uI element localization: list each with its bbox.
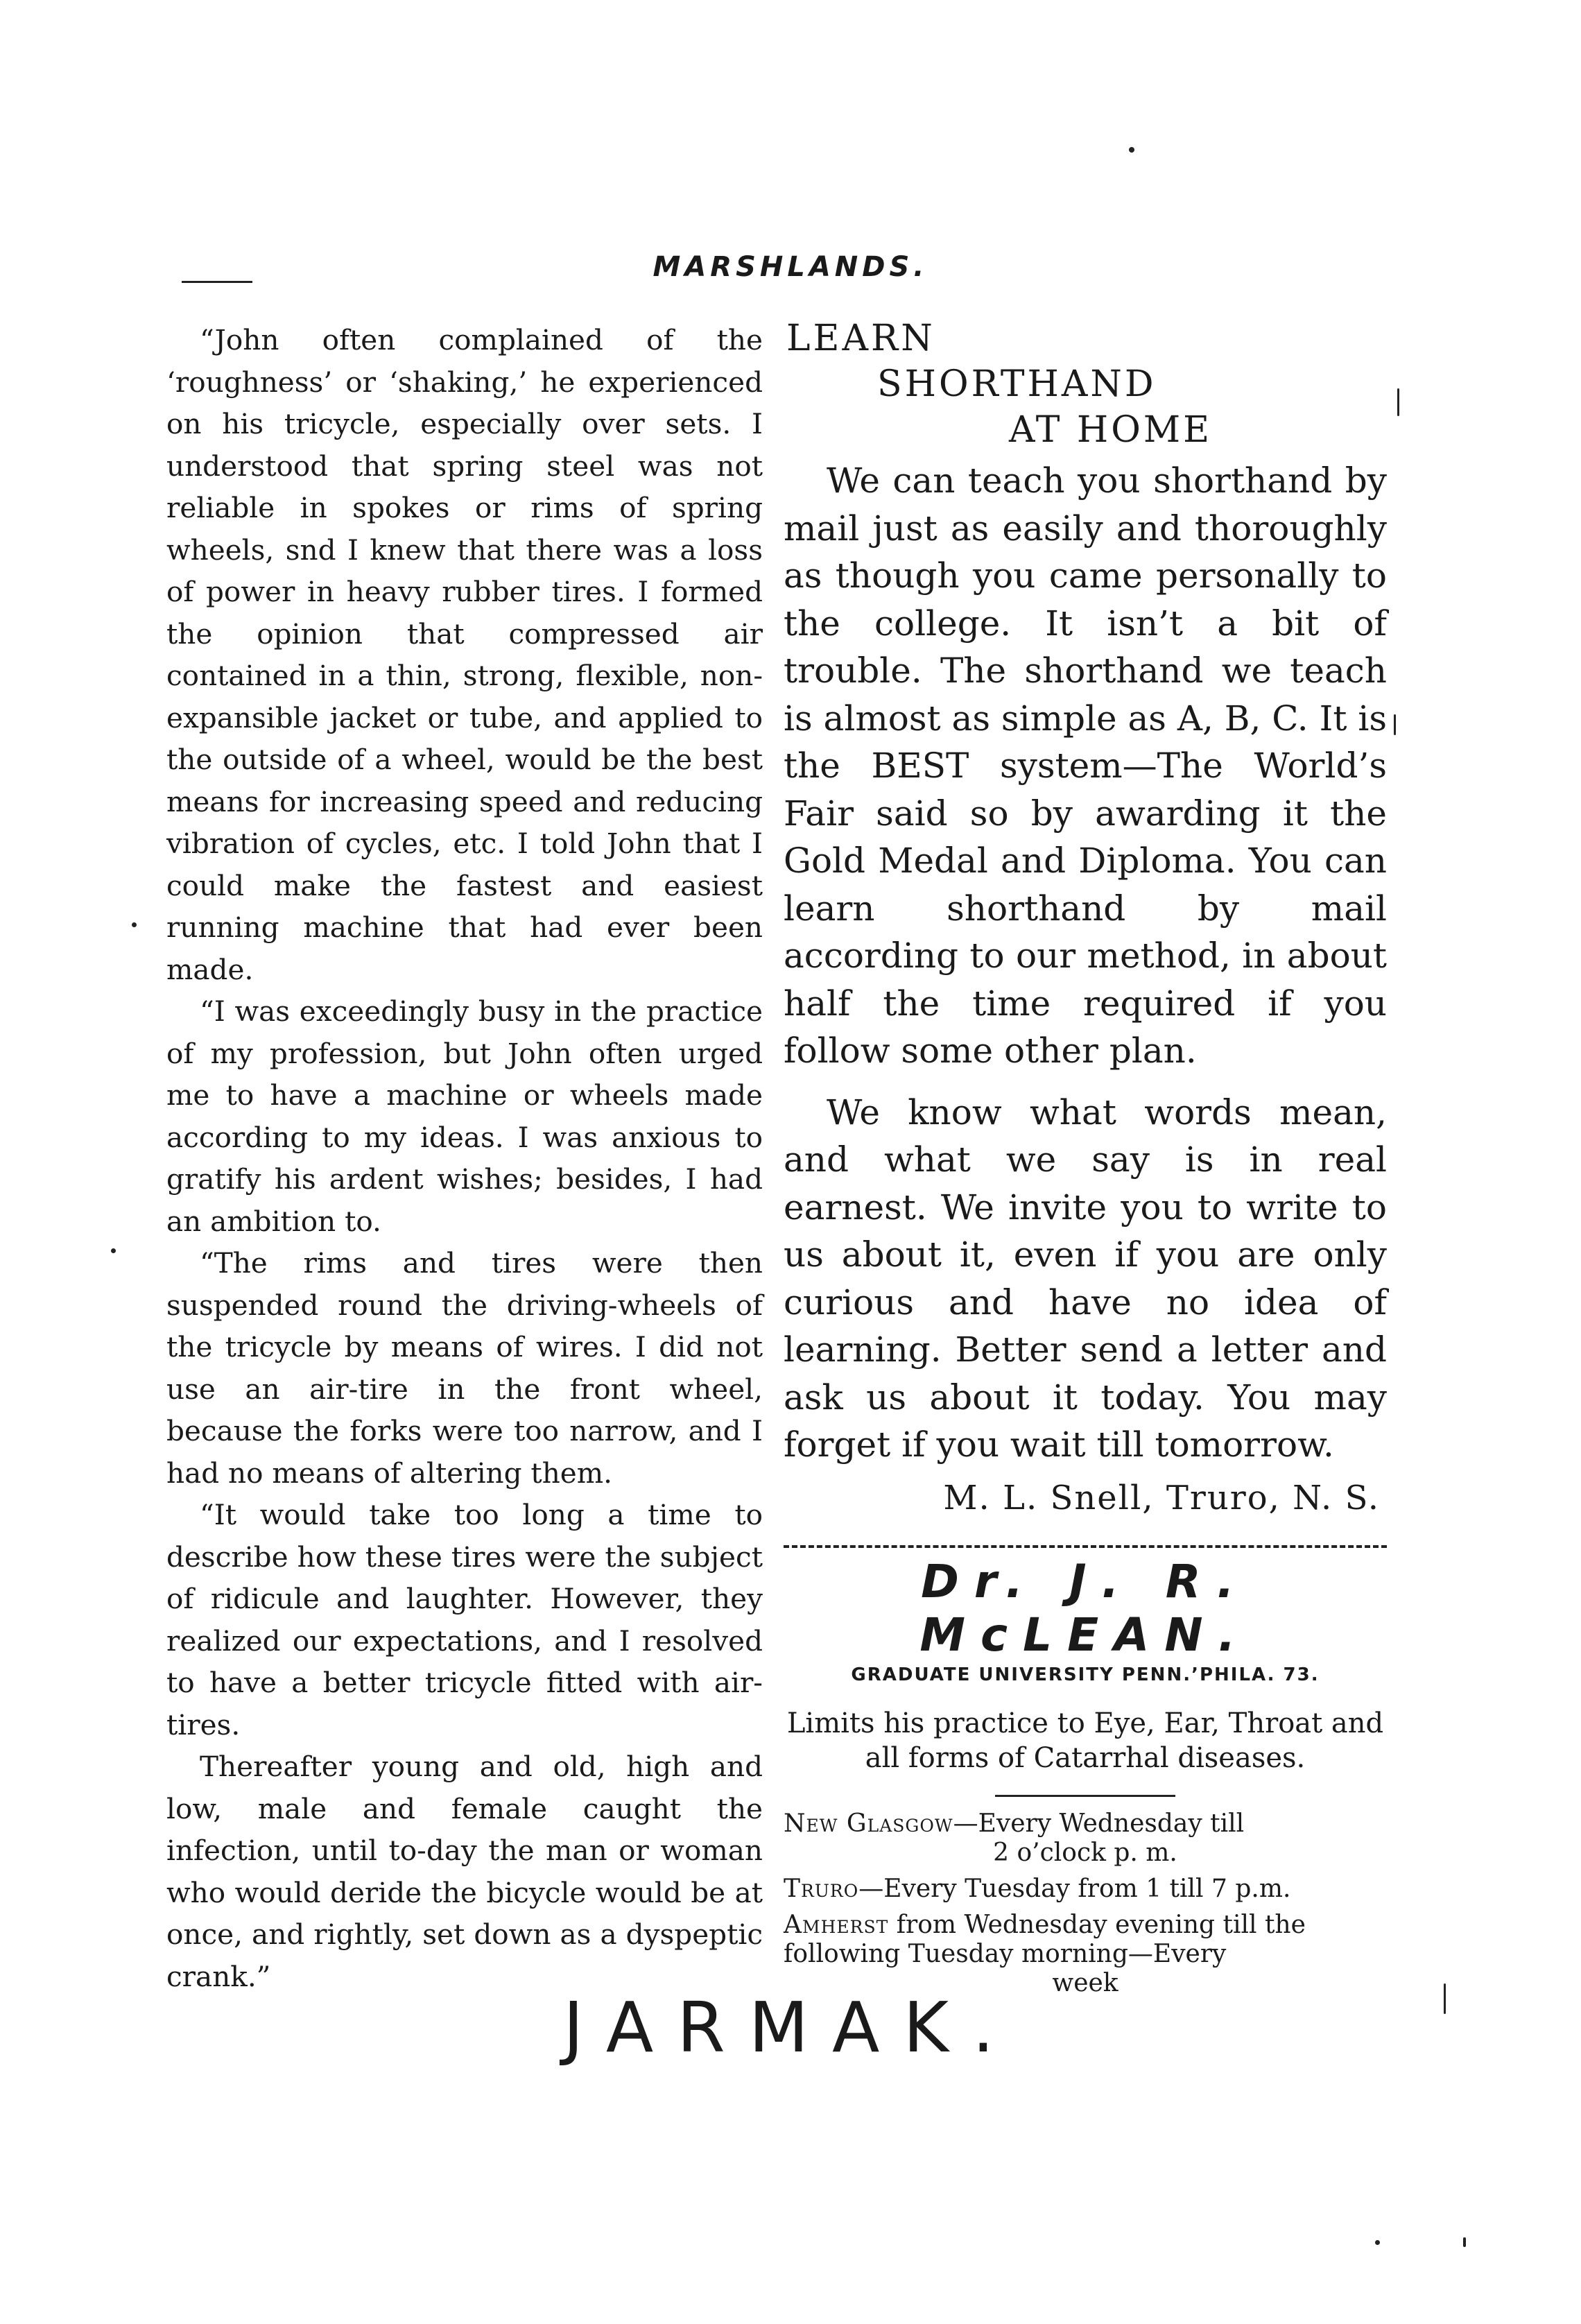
schedule-row [784, 1875, 1387, 1904]
title-line: LEARN [786, 318, 935, 359]
title-line: SHORTHAND [877, 363, 1157, 405]
article-paragraph: Thereafter young and old, high and low, male and female caught the infection, until to-day the man or woman who would deride the bicycle would be at once, and rightly, set down as a dyspeptic crank.” [166, 1750, 763, 1993]
title-line: AT HOME [1009, 409, 1213, 451]
office-schedule [784, 1809, 1387, 1998]
print-speck [1397, 388, 1399, 416]
article-paragraph: “I was exceedingly busy in the practice of my profession, but John often urged me to have a machine or wheels made according to my ideas. I was anxious to gratify his ardent wishes; besides, I had an ambition to. [166, 995, 763, 1238]
schedule-place: Truro [784, 1874, 859, 1903]
ad-paragraph: We can teach you shorthand by mail just as easily and thoroughly as though you came personally to the college. It isn’t a bit of trouble. The shorthand we teach is almost as simple as A, B, C. It is the BEST system—The World’s Fair said so by awarding it the Gold Medal and Diploma. You can learn shorthand by mail according to our method, in about half the time required if you follow some other plan. [784, 461, 1387, 1071]
print-speck [1463, 2237, 1466, 2247]
schedule-text: from Wednesday evening till the following Tuesday morning—Every [784, 1910, 1306, 1968]
print-speck [1444, 1983, 1446, 2014]
ad-paragraph: We know what words mean, and what we say is in real earnest. We invite you to write to us about it, even if you are only curious and have no idea of learning. Better send a letter and ask us about it today. You may forget if you wait till tomorrow. [784, 1092, 1387, 1465]
page-header: MARSHLANDS. [653, 251, 928, 283]
shorthand-ad-title [784, 316, 1387, 453]
doctor-credential: GRADUATE UNIVERSITY PENN.’PHILA. 73. [851, 1664, 1320, 1685]
print-speck [1375, 2240, 1380, 2245]
schedule-place: New Glasgow [784, 1809, 953, 1838]
schedule-text: —Every Tuesday from 1 till 7 p.m. [858, 1874, 1291, 1903]
article-paragraph: “It would take too long a time to describe how these tires were the subject of ridicule and laughter. However, they realized our expectations, and I resolved to have a better tricycle fitted with air-tires. [166, 1498, 763, 1741]
schedule-continuation: week [1052, 1968, 1118, 1997]
schedule-divider [995, 1795, 1175, 1797]
schedule-row [784, 1911, 1387, 1998]
doctor-practice: Limits his practice to Eye, Ear, Throat and all forms of Catarrhal diseases. [786, 1707, 1384, 1774]
footer-brand: JARMAK. [563, 1987, 1018, 2068]
article-column [166, 319, 763, 1997]
print-speck [111, 1248, 116, 1253]
print-speck [132, 922, 137, 927]
advert-column [784, 316, 1387, 2005]
print-speck [1129, 147, 1134, 153]
shorthand-ad-body [784, 457, 1387, 1469]
schedule-place: Amherst [784, 1910, 889, 1939]
article-paragraph: “John often complained of the ‘roughness’ or ‘shaking,’ he experienced on his tricycle, especially over sets. I understood that spring steel was not reliable in spokes or rims of spring wheels, snd I knew that there was a loss of power in heavy rubber tires. I formed the opinion that compressed air contained in a thin, strong, flexible, non-expansible jacket or tube, and applied to the outside of a wheel, would be the best means for increasing speed and reducing vibration of cycles, etc. I told John that I could make the fastest and easiest running machine that had ever been made. [166, 323, 763, 986]
doctor-name: Dr. J. R. McLEAN. [919, 1554, 1251, 1662]
schedule-text: —Every Wednesday till [953, 1809, 1245, 1838]
print-speck [1394, 714, 1396, 735]
header-rule [182, 281, 252, 283]
section-divider [784, 1545, 1387, 1548]
ad-signature: M. L. Snell, Truro, N. S. [943, 1478, 1380, 1517]
article-paragraph: “The rims and tires were then suspended round the driving-wheels of the tricycle by means of wires. I did not use an air-tire in the front wheel, because the forks were too narrow, and I had no means of altering them. [166, 1246, 763, 1490]
schedule-row [784, 1809, 1387, 1868]
schedule-continuation: 2 o’clock p. m. [993, 1838, 1177, 1867]
